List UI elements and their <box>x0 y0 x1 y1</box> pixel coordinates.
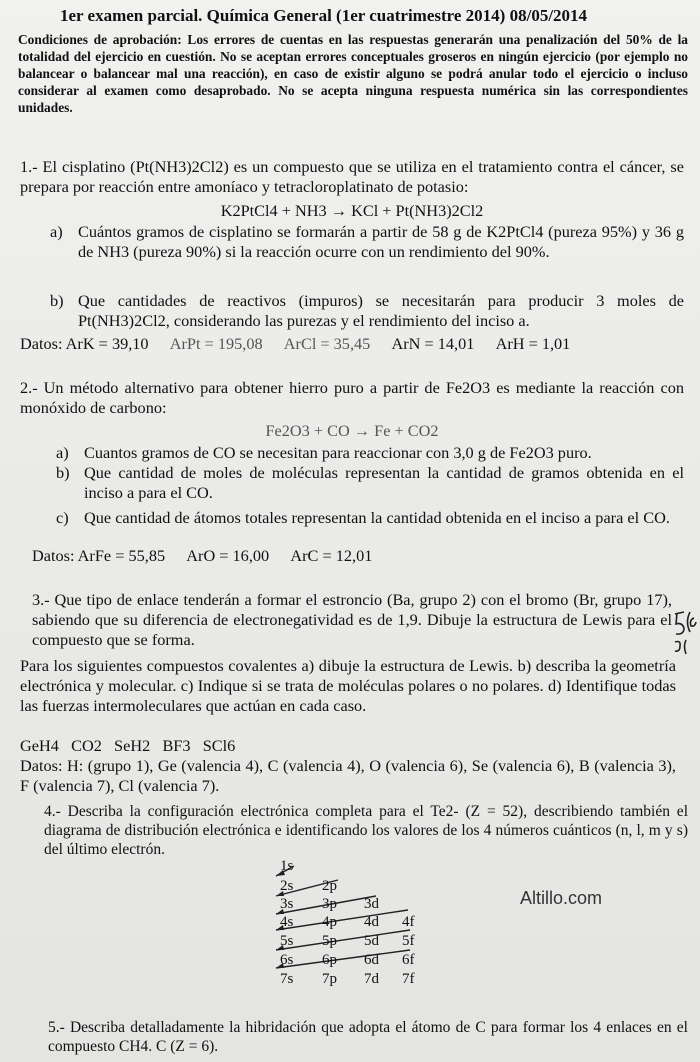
q2-data-line <box>32 546 390 566</box>
q2-datum: ArC = 12,01 <box>290 546 373 565</box>
q1-b-text: Que cantidades de reactivos (impuros) se necesitarán para producir 3 moles de Pt(NH3)2Cl2, considerando las purezas y el rendimiento del inciso a. <box>78 291 684 330</box>
exam-title: 1er examen parcial. Química General (1er cuatrimestre 2014) 08/05/2014 <box>60 6 588 25</box>
orbital-label: 3p <box>322 896 337 912</box>
q1-datum: ArPt = 195,08 <box>169 334 263 353</box>
orbital-label: 5d <box>364 933 379 949</box>
q1-datum: ArH = 1,01 <box>495 334 571 353</box>
q2-c-label: c) <box>56 508 69 527</box>
approval-conditions: Condiciones de aprobación: Los errores de cuentas en las respuestas generarán una penalización del 50% de la totalidad del ejercicio en cuestión. No se aceptan errores conceptuales groseros en ningún ejercicio (por ejemplo no balancear o balancear mal una reacción), en caso de existir alguno se podrá anular todo el ejercicio o incluso considerar al examen como desaprobado. No se acepta ninguna respuesta numérica sin las correspondientes unidades. <box>18 32 688 115</box>
orbital-label: 4s <box>280 914 294 930</box>
q3-valence-data: Datos: H: (grupo 1), Ge (valencia 4), C (valencia 4), O (valencia 6), Se (valencia 6), B (valencia 3), F (valencia 7), Cl (valencia 7). <box>20 756 676 795</box>
aufbau-diagram <box>250 858 450 988</box>
q1-intro-text: 1.- El cisplatino (Pt(NH3)2Cl2) es un compuesto que se utiliza en el tratamiento contra el cáncer, se prepara por reacción entre amoníaco y tetracloroplatinato de potasio: <box>20 157 684 196</box>
q3-intro: 3.- Que tipo de enlace tenderán a formar el estroncio (Ba, grupo 2) con el bromo (Br, grupo 17), sabiendo que su diferencia de electronegatividad es de 1,9. Dibuje la estructura de Lewis para el compuesto que se forma. <box>32 590 672 649</box>
q1-datum: ArCl = 35,45 <box>283 334 371 353</box>
q2-item-b <box>56 463 684 503</box>
orbital-label: 6f <box>402 952 415 968</box>
q2-reaction: Fe2O3 + CO → Fe + CO2 <box>265 421 439 440</box>
q1-intro <box>20 157 684 197</box>
q1-datum: Datos: ArK = 39,10 <box>20 334 149 353</box>
orbital-label: 5f <box>402 933 415 949</box>
orbital-label: 7d <box>364 971 379 987</box>
orbital-label: 3s <box>280 896 294 912</box>
orbital-label: 7s <box>280 971 294 987</box>
q2-a-text: Cuantos gramos de CO se necesitan para reaccionar con 3,0 g de Fe2O3 puro. <box>84 443 592 462</box>
q3-compounds: GeH4 CO2 SeH2 BF3 SCl6 <box>20 736 236 755</box>
handwritten-note-drawing <box>672 608 700 656</box>
orbital-label: 5s <box>280 933 294 949</box>
orbital-label: 7f <box>402 971 415 987</box>
orbital-label: 2p <box>322 878 337 894</box>
q2-item-c <box>56 508 684 528</box>
orbital-label: 1s <box>280 858 294 874</box>
q2-datum: Datos: ArFe = 55,85 <box>32 546 166 565</box>
q1-a-label: a) <box>50 222 63 241</box>
orbital-label: 6d <box>364 952 379 968</box>
orbital-label: 4d <box>364 914 379 930</box>
q5-intro: 5.- Describa detalladamente la hibridación que adopta el átomo de C para formar los 4 enlaces en el compuesto CH4. C (Z = 6). <box>48 1019 688 1055</box>
orbital-label: 6s <box>280 952 294 968</box>
q2-item-a <box>56 443 684 463</box>
watermark: Altillo.com <box>520 888 603 908</box>
q2-b-label: b) <box>56 463 70 482</box>
q2-datum: ArO = 16,00 <box>186 546 270 565</box>
q1-datum: ArN = 14,01 <box>391 334 475 353</box>
orbital-label: 6p <box>322 952 337 968</box>
q1-reaction: K2PtCl4 + NH3 → KCl + Pt(NH3)2Cl2 <box>220 201 484 220</box>
q1-data-line <box>20 334 588 354</box>
q1-item-a <box>50 222 684 262</box>
q2-a-label: a) <box>56 443 69 462</box>
orbital-label: 3d <box>364 896 379 912</box>
q1-item-b <box>50 291 684 331</box>
orbital-label: 2s <box>280 878 294 894</box>
orbital-label: 5p <box>322 933 337 949</box>
q1-a-text: Cuántos gramos de cisplatino se formarán a partir de 58 g de K2PtCl4 (pureza 95%) y 36 g de NH3 (pureza 90%) si la reacción ocurre con un rendimiento del 90%. <box>78 222 684 261</box>
q2-b-text: Que cantidad de moles de moléculas representan la cantidad de gramos obtenida en el inciso a para el CO. <box>84 463 684 502</box>
orbital-label: 4p <box>322 914 337 930</box>
orbital-label: 7p <box>322 971 337 987</box>
orbital-label: 4f <box>402 914 415 930</box>
q3-covalent-instructions: Para los siguientes compuestos covalentes a) dibuje la estructura de Lewis. b) describa la geometría electrónica y molecular. c) Indique si se trata de moléculas polares o no polares. d) Identifique todas las fuerzas intermoleculares que actúan en cada caso. <box>20 656 676 715</box>
q1-b-label: b) <box>50 291 64 310</box>
q4-intro: 4.- Describa la configuración electrónica completa para el Te2- (Z = 52), describiendo también el diagrama de distribución electrónica e identificando los valores de los 4 números cuánticos (n, l, m y s) del último electrón. <box>44 803 688 858</box>
q2-intro: 2.- Un método alternativo para obtener hierro puro a partir de Fe2O3 es mediante la reacción con monóxido de carbono: <box>20 378 684 417</box>
q2-c-text: Que cantidad de átomos totales representan la cantidad obtenida en el inciso a para el CO. <box>84 508 670 527</box>
